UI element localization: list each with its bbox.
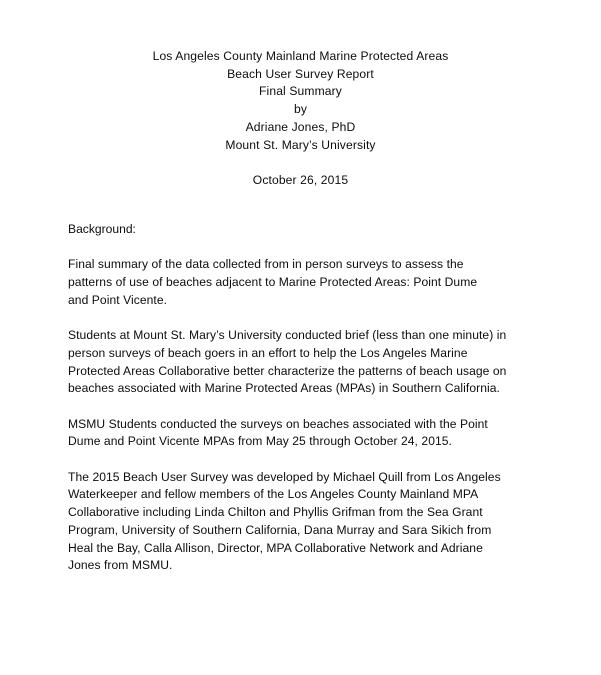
paragraph-line: Dume and Point Vicente MPAs from May 25 through October 24, 2015. <box>68 434 452 449</box>
paragraph-line: The 2015 Beach User Survey was developed by Michael Quill from Los Angeles <box>68 469 501 484</box>
title-block <box>0 48 601 190</box>
document-author-name: Adriane Jones, PhD <box>245 119 356 134</box>
paragraph-line: Final summary of the data collected from in person surveys to assess the <box>68 257 464 272</box>
paragraph-line: Heal the Bay, Calla Allison, Director, MPA Collaborative Network and Adriane <box>68 540 483 555</box>
paragraph-survey-dates <box>68 416 536 451</box>
paragraph-final-summary <box>68 256 536 309</box>
document-title-byline-label: by <box>293 102 307 117</box>
paragraph-line: patterns of use of beaches adjacent to Marine Protected Areas: Point Dume <box>68 275 478 290</box>
document-title-line-3: Final Summary <box>259 84 342 99</box>
paragraph-line: Collaborative including Linda Chilton and Phyllis Grifman from the Sea Grant <box>68 505 483 520</box>
paragraph-line: person surveys of beach goers in an effort to help the Los Angeles Marine <box>68 345 468 360</box>
paragraph-line: Jones from MSMU. <box>68 558 173 573</box>
paragraph-survey-developers <box>68 469 536 575</box>
section-heading-background: Background: <box>68 222 136 236</box>
paragraph-line: beaches associated with Marine Protected Areas (MPAs) in Southern California. <box>68 381 500 396</box>
paragraph-students-surveys <box>68 327 536 398</box>
paragraph-line: and Point Vicente. <box>68 292 168 307</box>
document-title-line-1: Los Angeles County Mainland Marine Protected Areas <box>152 49 449 63</box>
document-author-affiliation: Mount St. Mary’s University <box>225 137 376 152</box>
paragraph-line: Students at Mount St. Mary’s University conducted brief (less than one minute) in <box>68 328 507 343</box>
document-date: October 26, 2015 <box>252 172 349 187</box>
document-title-line-2: Beach User Survey Report <box>227 66 374 81</box>
paragraph-line: Protected Areas Collaborative better characterize the patterns of beach usage on <box>68 363 507 378</box>
paragraph-line: Waterkeeper and fellow members of the Los Angeles County Mainland MPA <box>68 487 479 502</box>
paragraph-line: MSMU Students conducted the surveys on beaches associated with the Point <box>68 416 488 431</box>
document-body <box>68 221 536 575</box>
paragraph-line: Program, University of Southern California, Dana Murray and Sara Sikich from <box>68 522 492 537</box>
